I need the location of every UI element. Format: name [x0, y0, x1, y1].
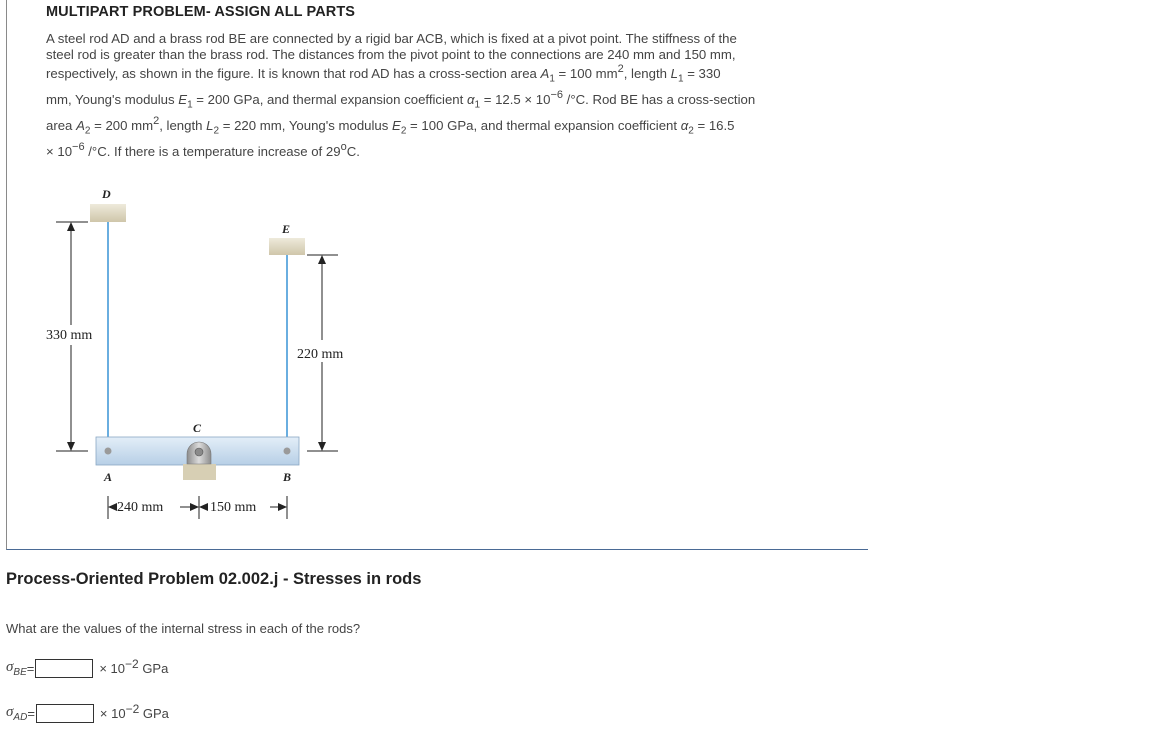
label-C: C [193, 421, 202, 435]
pin-A [105, 448, 112, 455]
dimension-330 [46, 222, 92, 451]
dim-CB-label: 150 mm [210, 500, 257, 515]
dim-AC-label: 240 mm [117, 500, 164, 515]
sigma-AD-input[interactable] [36, 704, 94, 723]
dim-AD-label: 330 mm [46, 328, 93, 343]
support-E [269, 238, 305, 255]
sigma-BE-input[interactable] [35, 659, 93, 678]
statement-line-3: respectively, as shown in the figure. It is known that rod AD has a cross-section area $A_1 = 100$ $mm^2$, length $L_1 = 330$ [46, 63, 721, 85]
label-E: E [282, 222, 291, 236]
statement-line-5: area $A_2 = 200$ $mm^2$, length $L_2 = 220$ mm, Young's modulus $E_2 = 100$ GPa, and thermal expansion coefficient $\alpha_2 = 16.5$ [46, 115, 735, 137]
statement-line-4: mm, Young's modulus $E_1 = 200$ GPa, and thermal expansion coefficient $\alpha_1 = 12.5 \times 10^{-6}$ /°C. Rod BE has a cross-section [46, 89, 756, 111]
pivot-pin [195, 448, 203, 456]
statement-line-6: × $10^{-6}$ /°C. If there is a temperature increase of 29$^o$C. [46, 141, 360, 159]
label-B: B [283, 470, 292, 484]
section-heading: Process-Oriented Problem 02.002.j - Stresses in rods [6, 570, 422, 588]
answer-row-AD: $\sigma_{AD}$ = × $10^{-2}$ GPa [6, 701, 169, 723]
problem-title: MULTIPART PROBLEM- ASSIGN ALL PARTS [46, 4, 356, 20]
sigma-BE-label: $\sigma_{BE}$ [6, 658, 27, 678]
dimension-horizontal [108, 496, 287, 519]
sigma-AD-label: $\sigma_{AD}$ [6, 703, 28, 723]
support-D [90, 204, 126, 222]
dim-BE-label: 220 mm [297, 347, 344, 362]
statement-line-1: A steel rod AD and a brass rod BE are connected by a rigid bar ACB, which is fixed at a pivot point. The stiffness of the [46, 31, 737, 46]
pivot-base [183, 464, 216, 480]
label-A: A [104, 470, 113, 484]
label-D: D [102, 187, 111, 201]
answer-row-BE: $\sigma_{BE}$ = × $10^{-2}$ GPa [6, 656, 169, 678]
dimension-220 [297, 255, 343, 451]
pin-B [284, 448, 291, 455]
sigma-AD-unit: × $10^{-2}$ GPa [99, 701, 169, 721]
statement-line-2: steel rod is greater than the brass rod. The distances from the pivot point to the connections are 240 mm and 150 mm, [46, 47, 736, 62]
sigma-BE-unit: × $10^{-2}$ GPa [99, 656, 169, 676]
question-text: What are the values of the internal stress in each of the rods? [6, 621, 361, 636]
